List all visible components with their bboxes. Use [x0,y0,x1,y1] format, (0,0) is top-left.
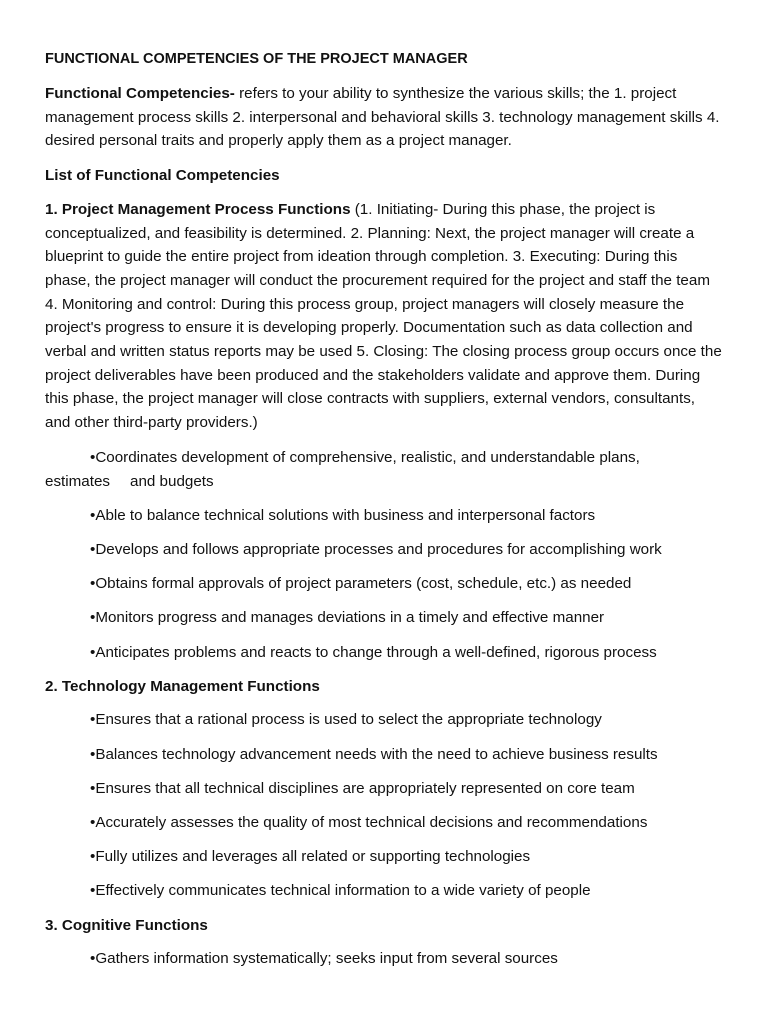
section1-bullet-1 [45,446,723,493]
bullet-line: •Coordinates development of comprehensive, realistic, and understandable plans, [90,448,640,466]
section1-bullet-5: •Monitors progress and manages deviations in a timely and effective manner [90,609,605,627]
section2-bullet-1: •Ensures that a rational process is used to select the appropriate technology [90,711,602,729]
section1-text: (1. Initiating- During this phase, the project is conceptualized, and feasibility is determined. 2. Planning: Next, the project manager will create a blueprint to guide the entire project from ideation through completion. 3. Executing: During this phase, the project manager will conduct the procurement required for the project and staff the team 4. Monitoring and control: During this process group, project managers will closely measure the project's progress to ensure it is developing properly. Documentation such as data collection and verbal and written status reports may be used 5. Closing: The closing process group occurs once the project deliverables have been produced and the stakeholders validate and approve them. During this phase, the project manager will close contracts with suppliers, external vendors, consultants, and other third-party providers.) [45,200,722,432]
intro-term: Functional Competencies- [45,85,235,102]
intro-text: refers to your ability to synthesize the various skills; the 1. project management process skills 2. interpersonal and behavioral skills 3. technology management skills 4. desired personal traits and properly apply them as a project manager. [45,85,720,150]
section1-paragraph [45,198,723,435]
section2-bullet-5: •Fully utilizes and leverages all related or supporting technologies [90,848,531,866]
section1-bullet-3: •Develops and follows appropriate processes and procedures for accomplishing work [90,540,662,558]
section2-bullet-4: •Accurately assesses the quality of most technical decisions and recommendations [90,814,648,832]
section1-heading: 1. Project Management Process Functions [45,200,351,218]
section2-bullet-2: •Balances technology advancement needs with the need to achieve business results [90,745,658,763]
bullet-continuation-b: and budgets [130,472,214,490]
document-title: FUNCTIONAL COMPETENCIES OF THE PROJECT MANAGER [45,51,468,67]
bullet-continuation-a: estimates [45,472,110,490]
section2-bullet-3: •Ensures that all technical disciplines are appropriately represented on core team [90,779,635,797]
bullet-line-continued [45,470,723,494]
section1-bullet-6: •Anticipates problems and reacts to change through a well-defined, rigorous process [90,643,657,661]
section3-heading: 3. Cognitive Functions [45,916,208,934]
section1-bullet-4: •Obtains formal approvals of project parameters (cost, schedule, etc.) as needed [90,575,632,593]
section3-bullet-1: •Gathers information systematically; seeks input from several sources [90,950,558,968]
list-heading: List of Functional Competencies [45,167,280,185]
section2-heading: 2. Technology Management Functions [45,677,320,695]
section1-bullet-2: •Able to balance technical solutions with business and interpersonal factors [90,506,596,524]
intro-paragraph [45,82,723,153]
section2-bullet-6: •Effectively communicates technical information to a wide variety of people [90,882,591,900]
